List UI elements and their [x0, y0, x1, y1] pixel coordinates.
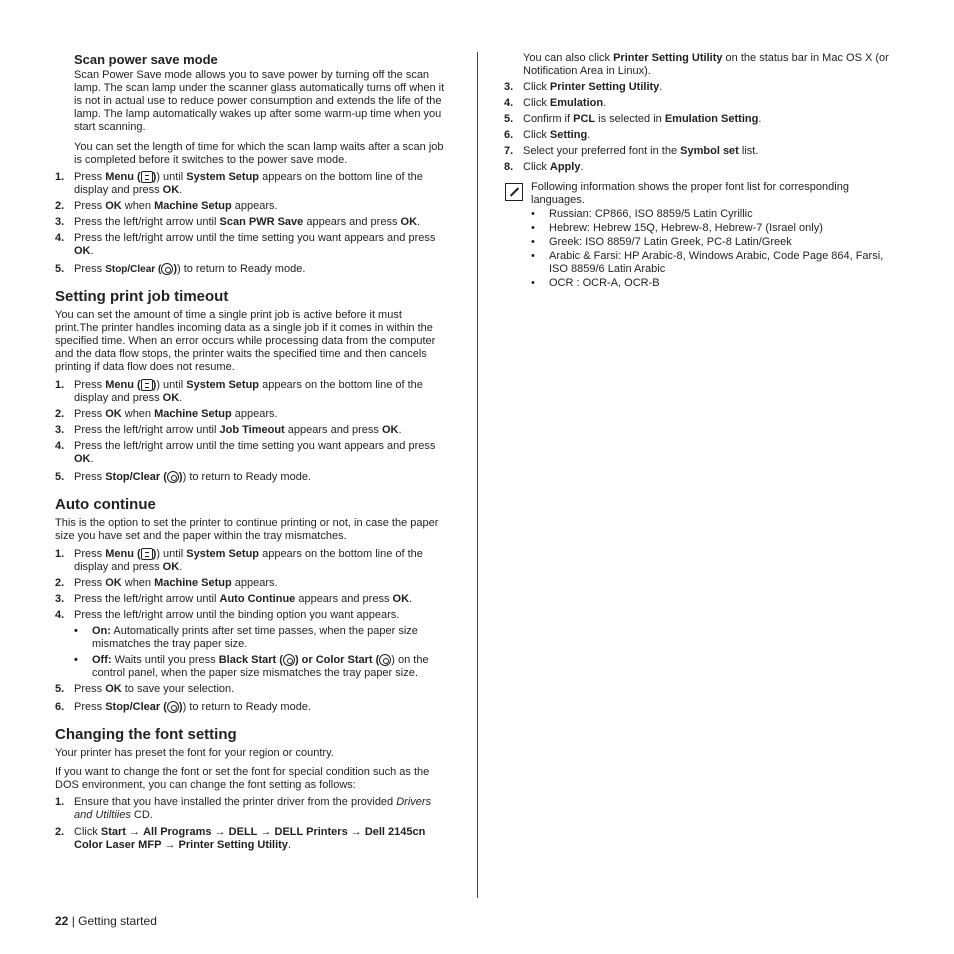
- list-item: 1. Ensure that you have installed the printer driver from the provided Drivers and Utiltiies CD.: [55, 796, 432, 821]
- list-item: 4. Press the left/right arrow until the time setting you want appears and press OK.: [55, 440, 436, 465]
- stop-clear-icon: [167, 701, 179, 713]
- option-list: [74, 625, 447, 680]
- auto-continue-heading: Auto continue: [55, 496, 156, 513]
- stop-clear-icon: [167, 471, 179, 483]
- list-item: 1. Press Menu ( )) until System Setup appears on the bottom line of the display and press OK.: [55, 548, 423, 573]
- list-item: • Greek: ISO 8859/7 Latin Greek, PC-8 Latin/Greek: [531, 236, 792, 248]
- scan-power-save-heading: Scan power save mode: [74, 52, 218, 67]
- timeout-steps: [55, 379, 447, 484]
- list-item: 1. Press Menu ( )) until System Setup appears on the bottom line of the display and press OK.: [55, 171, 423, 196]
- note-pencil-icon: [505, 183, 523, 201]
- font-intro-2: If you want to change the font or set the font for special condition such as the DOS environment, you can change the font setting as follows:: [55, 766, 430, 791]
- list-item: 2. Click Start → All Programs → DELL → DELL Printers → Dell 2145cn Color Laser MFP → Printer Setting Utility.: [55, 826, 426, 851]
- list-item: • Russian: CP866, ISO 8859/5 Latin Cyrillic: [531, 208, 753, 220]
- list-item: 4. Press the left/right arrow until the binding option you want appears. • On: Automatically prints after set time passes, when the paper size mismatches the tray paper size. • Off: Waits until you press Black Start ( ) or Color Start ( ) on the control panel, when the paper size mismatches the tray paper size.: [74, 609, 447, 680]
- list-item: 2. Press OK when Machine Setup appears.: [55, 577, 278, 589]
- list-item: 6. Click Setting.: [504, 129, 591, 141]
- right-column: [503, 52, 898, 290]
- column-divider: [477, 52, 478, 898]
- font-list: [531, 208, 898, 290]
- left-column: [55, 52, 447, 852]
- list-item: 6. Press Stop/Clear ( )) to return to Ready mode.: [55, 701, 311, 713]
- note-text: Following information shows the proper font list for corresponding languages.: [531, 181, 849, 206]
- font-steps-left: [55, 796, 447, 852]
- scan-intro-2: You can set the length of time for which the scan lamp waits after a scan job is completed before it switches to the power save mode.: [74, 141, 444, 166]
- list-item: • OCR : OCR-A, OCR-B: [531, 277, 660, 289]
- menu-icon: [141, 379, 153, 391]
- option-off: • Off: Waits until you press Black Start ( ) or Color Start ( ) on the control panel, when the paper size mismatches the tray paper size.: [74, 654, 429, 679]
- menu-icon: [141, 548, 153, 560]
- list-item: 2. Press OK when Machine Setup appears.: [55, 200, 278, 212]
- timeout-intro: You can set the amount of time a single print job is active before it must print.The printer handles incoming data as a single job if it comes in within the specified time. When an error occurs while processing data from the computer and the data flow stops, the printer waits the specified time and then cancels printing if data flow does not resume.: [55, 309, 436, 373]
- footer-section: Getting started: [78, 914, 157, 928]
- list-item: 7. Select your preferred font in the Symbol set list.: [504, 145, 759, 157]
- list-item: 3. Press the left/right arrow until Job Timeout appears and press OK.: [55, 424, 402, 436]
- font-intro: Your printer has preset the font for your region or country.: [55, 747, 334, 759]
- list-item: 5. Confirm if PCL is selected in Emulation Setting.: [504, 113, 762, 125]
- list-item: • Hebrew: Hebrew 15Q, Hebrew-8, Hebrew-7 (Israel only): [531, 222, 823, 234]
- color-start-icon: [379, 654, 391, 666]
- stop-clear-icon: [161, 263, 173, 275]
- print-timeout-heading: Setting print job timeout: [55, 288, 229, 305]
- list-item: 5. Press Stop/Clear ( )) to return to Ready mode.: [55, 471, 311, 483]
- page-number: 22: [55, 914, 69, 928]
- list-item: 1. Press Menu ( )) until System Setup appears on the bottom line of the display and press OK.: [55, 379, 423, 404]
- option-on: • On: Automatically prints after set time passes, when the paper size mismatches the tray paper size.: [74, 625, 418, 650]
- black-start-icon: [283, 654, 295, 666]
- auto-steps: [55, 548, 447, 714]
- list-item: 4. Click Emulation.: [504, 97, 607, 109]
- list-item: 3. Press the left/right arrow until Auto Continue appears and press OK.: [55, 593, 413, 605]
- list-item: 8. Click Apply.: [504, 161, 584, 173]
- page-footer: 22 | Getting started: [55, 914, 157, 928]
- scan-steps: [55, 171, 447, 276]
- list-item: • Arabic & Farsi: HP Arabic-8, Windows Arabic, Code Page 864, Farsi, ISO 8859/6 Latin Arabic: [531, 250, 884, 275]
- also-click-text: You can also click Printer Setting Utility on the status bar in Mac OS X (or Notification Area in Linux).: [523, 52, 889, 77]
- list-item: 5. Press OK to save your selection.: [55, 683, 235, 695]
- auto-intro: This is the option to set the printer to continue printing or not, in case the paper size you have set and the paper within the tray mismatches.: [55, 517, 439, 542]
- font-steps-right: [504, 81, 898, 174]
- list-item: 3. Press the left/right arrow until Scan PWR Save appears and press OK.: [55, 216, 421, 228]
- list-item: 4. Press the left/right arrow until the time setting you want appears and press OK.: [55, 232, 436, 257]
- font-note: [503, 181, 898, 290]
- scan-intro: Scan Power Save mode allows you to save power by turning off the scan lamp. The scan lamp under the scanner glass automatically turns off when it is not in actual use to reduce power consumption and extends the life of the lamp. The lamp automatically wakes up after some warm-up time when you start scanning.: [74, 69, 445, 133]
- list-item: 2. Press OK when Machine Setup appears.: [55, 408, 278, 420]
- list-item: 5. Press Stop/Clear ( )) to return to Ready mode.: [55, 263, 306, 275]
- list-item: 3. Click Printer Setting Utility.: [504, 81, 663, 93]
- font-setting-heading: Changing the font setting: [55, 726, 237, 743]
- menu-icon: [141, 171, 153, 183]
